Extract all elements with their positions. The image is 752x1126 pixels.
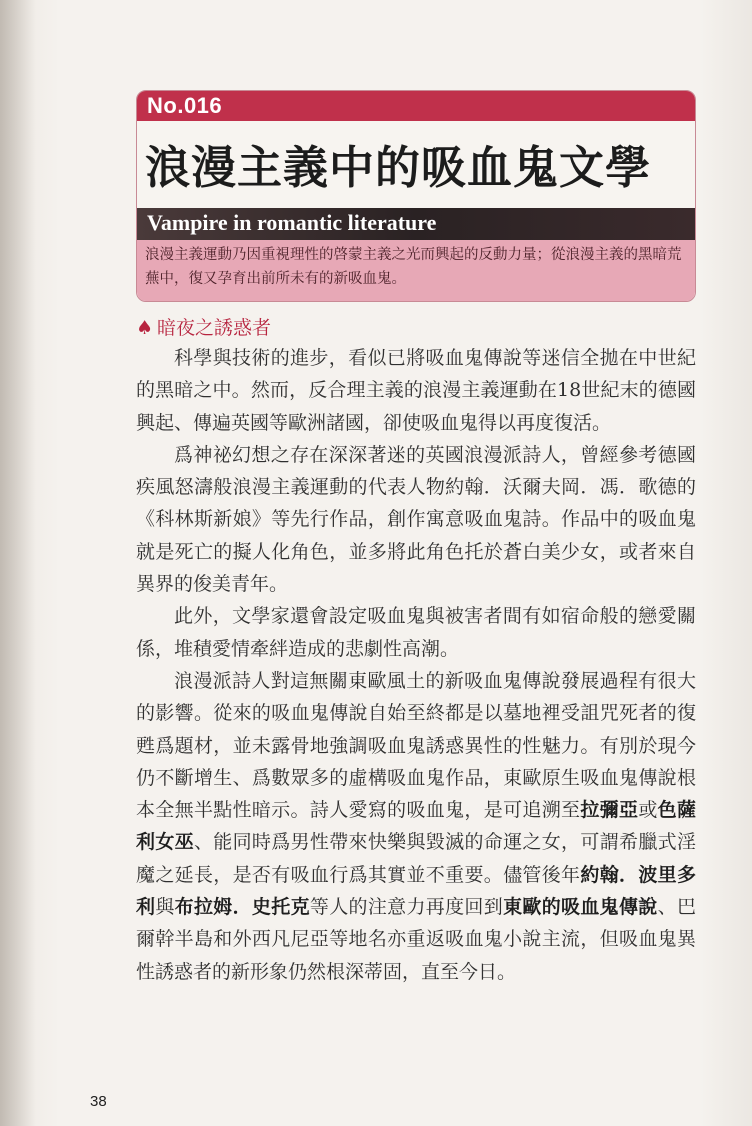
article-body	[136, 342, 696, 988]
term-john-polidori: 約翰．波里多利	[136, 863, 696, 919]
section-heading-text: 暗夜之誘惑者	[157, 317, 272, 339]
paragraph-4-text: 或	[638, 799, 658, 822]
paragraph-4-text: 、巴爾幹半島和外西凡尼亞等地名亦重返吸血鬼小說主流，但吸血鬼異性誘惑者的新形象仍然根深蒂固，直至今日。	[136, 896, 696, 983]
term-lamia: 拉彌亞	[580, 799, 639, 822]
paragraph-4-text: 與	[155, 896, 175, 919]
paragraph-4	[136, 665, 696, 988]
term-east-european-vampire-legend: 東歐的吸血鬼傳說	[503, 896, 658, 919]
summary-text: 浪漫主義運動乃因重視理性的啓蒙主義之光而興起的反動力量；從浪漫主義的黑暗荒蕪中，復又孕育出前所未有的新吸血鬼。	[145, 247, 682, 287]
term-thessalian-witch: 色薩利女巫	[136, 799, 696, 854]
paragraph-1: 科學與技術的進步，看似已將吸血鬼傳說等迷信全拋在中世紀的黑暗之中。然而，反合理主義的浪漫主義運動在18世紀末的德國興起、傳遍英國等歐洲諸國，卻使吸血鬼得以再度復活。	[136, 347, 696, 434]
paragraph-3: 此外，文學家還會設定吸血鬼與被害者間有如宿命般的戀愛關係，堆積愛情牽絆造成的悲劇性高潮。	[136, 605, 696, 660]
page-number: 38	[90, 1093, 107, 1110]
article-header	[136, 90, 696, 302]
article-number: No.016	[147, 93, 223, 118]
spade-icon: ♠	[136, 317, 154, 339]
book-spine-shadow	[0, 0, 36, 1126]
paragraph-2: 爲神祕幻想之存在深深著迷的英國浪漫派詩人，曾經參考德國疾風怒濤般浪漫主義運動的代表人物約翰．沃爾夫岡．馮．歌德的《科林斯新娘》等先行作品，創作寓意吸血鬼詩。作品中的吸血鬼就是死亡的擬人化角色，並多將此角色托於蒼白美少女，或者來自異界的俊美青年。	[136, 443, 696, 596]
paragraph-4-text: 、能同時爲男性帶來快樂與毀滅的命運之女，可謂希臘式淫魔之延長，是否有吸血行爲其實並不重要。儘管後年	[136, 831, 696, 886]
paragraph-4-text: 等人的注意力再度回到	[309, 896, 504, 919]
paragraph-4-text: 浪漫派詩人對這無關東歐風土的新吸血鬼傳說發展過程有很大的影響。從來的吸血鬼傳說自始至終都是以墓地裡受詛咒死者的復甦爲題材，並未露骨地強調吸血鬼誘惑異性的性魅力。有別於現今仍不斷增生、爲數眾多的虛構吸血鬼作品，東歐原生吸血鬼傳說根本全無半點性暗示。詩人愛寫的吸血鬼，是可追溯至	[136, 669, 696, 822]
english-title: Vampire in romantic literature	[147, 210, 437, 235]
article-title: 浪漫主義中的吸血鬼文學	[145, 141, 652, 194]
section-heading	[136, 313, 271, 340]
term-bram-stoker: 布拉姆．史托克	[174, 896, 310, 919]
